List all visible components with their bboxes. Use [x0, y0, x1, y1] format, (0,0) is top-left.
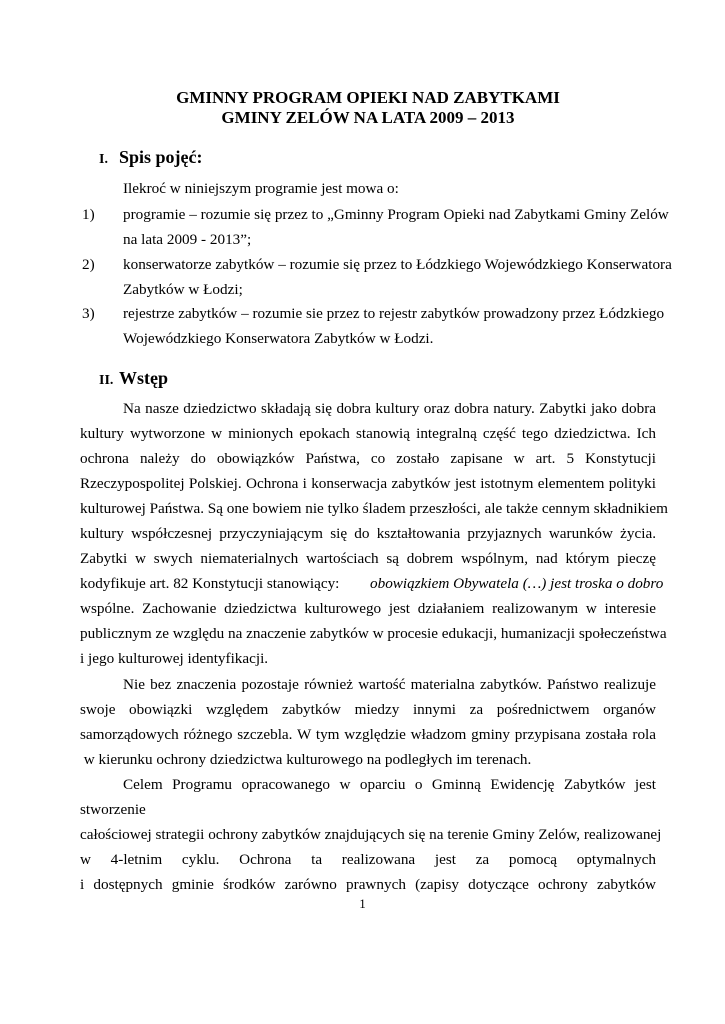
- list-item-number: 3): [82, 305, 95, 322]
- list-item-line: Wojewódzkiego Konserwatora Zabytków w Łodzi.: [123, 330, 434, 347]
- paragraph-line: Celem Programu opracowanego w oparciu o Gminną Ewidencję Zabytków jest: [123, 776, 656, 793]
- section-1-title: Spis pojęć:: [119, 147, 203, 167]
- paragraph-line: Zabytki w swych niematerialnych wartościach są dobrem wspólnym, nad którym pieczę: [80, 550, 656, 567]
- paragraph-line: publicznym ze względu na znaczenie zabytków w procesie edukacji, humanizacji społeczeństwa: [80, 625, 667, 642]
- paragraph-line: kodyfikuje art. 82 Konstytucji stanowiący:: [80, 575, 340, 592]
- paragraph-line: całościowej strategii ochrony zabytków znajdujących się na terenie Gminy Zelów, realizowanej: [80, 826, 662, 843]
- paragraph-line: Na nasze dziedzictwo składają się dobra kultury oraz dobra natury. Zabytki jako dobra: [123, 400, 656, 417]
- quote-text: obowiązkiem Obywatela (…) jest troska o dobro: [370, 575, 664, 592]
- list-item-line: na lata 2009 - 2013”;: [123, 231, 252, 248]
- paragraph-line: kultury współczesnej przyczyniającym się do kształtowania przyjaznych warunków życia.: [80, 525, 656, 542]
- section-2-heading: [99, 368, 168, 389]
- constitution-quote: [370, 574, 663, 594]
- paragraph-line: Nie bez znaczenia pozostaje również wartość materialna zabytków. Państwo realizuje: [123, 676, 656, 693]
- list-item-number: 1): [82, 206, 95, 223]
- section-2-title: Wstęp: [119, 368, 168, 388]
- paragraph-line: stworzenie: [80, 801, 146, 818]
- section-2-number: II.: [99, 373, 114, 388]
- paragraph-line: Rzeczypospolitej Polskiej. Ochrona i konserwacja zabytków jest istotnym elementem polityki: [80, 475, 656, 492]
- paragraph-line: w kierunku ochrony dziedzictwa kulturowego na podległych im terenach.: [80, 751, 532, 768]
- page-number: 1: [359, 896, 366, 911]
- paragraph-line: i dostępnych gminie środków zarówno prawnych (zapisy dotyczące ochrony zabytków: [80, 876, 656, 893]
- paragraph-line: ochrona należy do obowiązków Państwa, co zostało zapisane w art. 5 Konstytucji: [80, 450, 656, 467]
- list-item-line: rejestrze zabytków – rozumie sie przez to rejestr zabytków prowadzony przez Łódzkiego: [123, 305, 665, 322]
- list-item-line: konserwatorze zabytków – rozumie się przez to Łódzkiego Wojewódzkiego Konserwatora: [123, 256, 672, 273]
- list-item-line: programie – rozumie się przez to „Gminny Program Opieki nad Zabytkami Gminy Zelów: [123, 206, 669, 223]
- paragraph-line: kulturowej Państwa. Są one bowiem nie tylko śladem przeszłości, ale także cennym składnikiem: [80, 500, 668, 517]
- list-item-number: 2): [82, 256, 95, 273]
- section-1-number: I.: [99, 152, 108, 167]
- paragraph-line: wspólne. Zachowanie dziedzictwa kulturowego jest działaniem realizowanym w interesie: [80, 600, 656, 617]
- document-title-line-2: GMINY ZELÓW NA LATA 2009 – 2013: [221, 108, 515, 127]
- paragraph-line: w 4-letnim cyklu. Ochrona ta realizowana jest za pomocą optymalnych: [80, 851, 656, 868]
- paragraph-line: i jego kulturowej identyfikacji.: [80, 650, 269, 667]
- paragraph-line: kultury wytworzone w minionych epokach stanowią integralną część tego dziedzictwa. Ich: [80, 425, 656, 442]
- list-item-line: Zabytków w Łodzi;: [123, 281, 243, 298]
- section-1-heading: [99, 147, 203, 168]
- paragraph-line: samorządowych różnego szczebla. W tym względzie władzom gminy przypisana została rola: [80, 726, 656, 743]
- section-1-intro: Ilekroć w niniejszym programie jest mowa o:: [123, 180, 399, 197]
- document-title-line-1: GMINNY PROGRAM OPIEKI NAD ZABYTKAMI: [176, 88, 560, 107]
- paragraph-line: swoje obowiązki względem zabytków miedzy innymi za pośrednictwem organów: [80, 701, 656, 718]
